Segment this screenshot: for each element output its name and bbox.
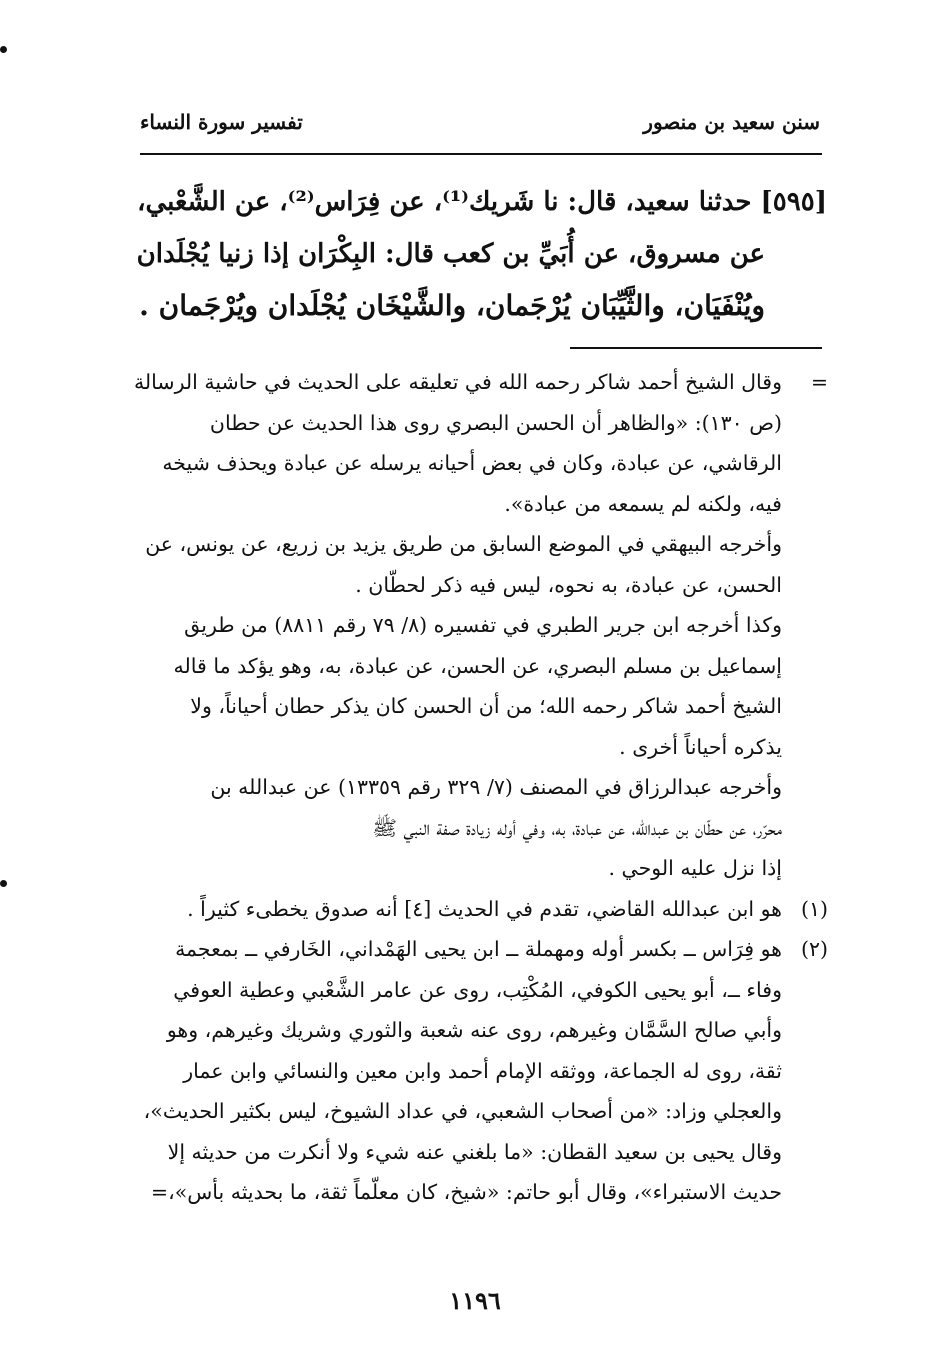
footnote-text: وأبي صالح السَّمَّان وغيرهم، روى عنه شعبة والثوري وشريك وغيرهم، وهو — [166, 1018, 782, 1042]
footnote-line — [128, 1010, 828, 1051]
footnote-text: وأخرجه البيهقي في الموضع السابق من طريق يزيد بن زريع، عن يونس، عن — [145, 532, 782, 556]
footnote-line — [128, 524, 828, 565]
footnote-line — [128, 1132, 828, 1173]
hadith-line: عن مسروق، عن أُبَيِّ بن كعب قال: البِكْرَان إذا زنيا يُجْلَدان — [136, 239, 765, 269]
footnote-text: (ص ١٣٠): «والظاهر أن الحسن البصري روى هذا الحديث عن حطان — [209, 410, 782, 435]
hadith-text — [132, 176, 827, 332]
footnote-line — [128, 443, 828, 484]
running-head — [140, 110, 820, 146]
footnote-line — [128, 929, 828, 970]
footnote-line — [128, 767, 828, 808]
footnote-marker: = — [810, 370, 828, 394]
footnote-text: يذكره أحياناً أخرى . — [619, 734, 782, 759]
footnote-line — [128, 362, 828, 403]
footnote-line — [128, 1172, 828, 1213]
footnote-text: هو فِرَاس ــ بكسر أوله ومهملة ــ ابن يحيى الهَمْداني، الخَارفي ــ بمعجمة — [175, 937, 782, 961]
footnote-line — [128, 1051, 828, 1092]
footnote-line — [128, 403, 828, 444]
footnote-line — [128, 727, 828, 768]
hadith-line: ويُنْفَيَان، والثَّيِّبَان يُرْجَمان، والشَّيْخَان يُجْلَدان ويُرْجَمان . — [139, 289, 765, 322]
footnote-line — [128, 646, 828, 687]
footnote-text: وكذا أخرجه ابن جرير الطبري في تفسيره (٨/ ٧٩ رقم ٨٨١١) من طريق — [184, 613, 782, 637]
footnote-line — [128, 686, 828, 727]
chapter-title: تفسير سورة النساء — [140, 110, 303, 134]
footnotes — [128, 362, 828, 1213]
footnote-text: حديث الاستبراء»، وقال أبو حاتم: «شيخ، كان معلّماً ثقة، ما بحديثه بأس»،= — [150, 1180, 782, 1204]
footnote-text: والعجلي وزاد: «من أصحاب الشعبي، في عداد الشيوخ، ليس بكثير الحديث»، — [143, 1099, 782, 1123]
footnote-marker: (١) — [800, 896, 828, 921]
footnote-text: فيه، ولكنه لم يسمعه من عبادة». — [504, 491, 782, 516]
footnote-line — [128, 1091, 828, 1132]
footnote-text: وأخرجه عبدالرزاق في المصنف (٧/ ٣٢٩ رقم ١٣٣٥٩) عن عبدالله بن — [210, 775, 782, 799]
footnote-text: الشيخ أحمد شاكر رحمه الله؛ من أن الحسن كان يذكر حطان أحياناً، ولا — [190, 694, 782, 718]
footnote-separator — [570, 347, 822, 349]
page-number: ١١٩٦ — [449, 1286, 501, 1315]
footnote-text: الحسن، عن عبادة، به نحوه، ليس فيه ذكر لحطّان . — [355, 572, 782, 597]
footnote-text: هو ابن عبدالله القاضي، تقدم في الحديث [٤] أنه صدوق يخطىء كثيراً . — [187, 896, 782, 921]
footnote-line — [128, 970, 828, 1011]
footnote-line — [128, 565, 828, 606]
footnote-line — [128, 848, 828, 889]
footnote-text: الرقاشي، عن عبادة، وكان في بعض أحيانه يرسله عن عبادة ويحذف شيخه — [162, 451, 782, 475]
footnote-marker: (٢) — [800, 937, 828, 961]
footnote-line — [128, 484, 828, 525]
footnote-text: وقال الشيخ أحمد شاكر رحمه الله في تعليقه على الحديث في حاشية الرسالة — [133, 370, 782, 394]
footnote-text: محرّر، عن حطّان بن عبدالله، عن عبادة، به، وفي أوله زيادة صفة النبي ﷺ — [372, 815, 782, 840]
footnote-line — [128, 889, 828, 930]
header-rule — [140, 153, 822, 155]
margin-dot-bottom — [0, 880, 7, 887]
footnote-text: إذا نزل عليه الوحي . — [608, 856, 782, 880]
footnote-text: ثقة، روى له الجماعة، ووثقه الإمام أحمد وابن معين والنسائي وابن عمار — [183, 1058, 782, 1083]
footnote-line — [128, 808, 828, 849]
footnote-text: وفاء ــ، أبو يحيى الكوفي، المُكْتِب، روى عن عامر الشَّعْبي وعطية العوفي — [173, 977, 782, 1002]
margin-dot-top — [0, 46, 7, 53]
hadith-line: [٥٩٥] حدثنا سعيد، قال: نا شَريك⁽¹⁾، عن فِرَاس⁽²⁾، عن الشَّعْبي، — [137, 187, 827, 217]
footnote-text: وقال يحيى بن سعيد القطان: «ما بلغني عنه شيء ولا أنكرت من حديثه إلا — [167, 1139, 782, 1164]
book-title: سنن سعيد بن منصور — [643, 110, 820, 134]
footnote-line — [128, 605, 828, 646]
footnote-text: إسماعيل بن مسلم البصري، عن الحسن، عن عبادة، به، وهو يؤكد ما قاله — [173, 653, 782, 678]
